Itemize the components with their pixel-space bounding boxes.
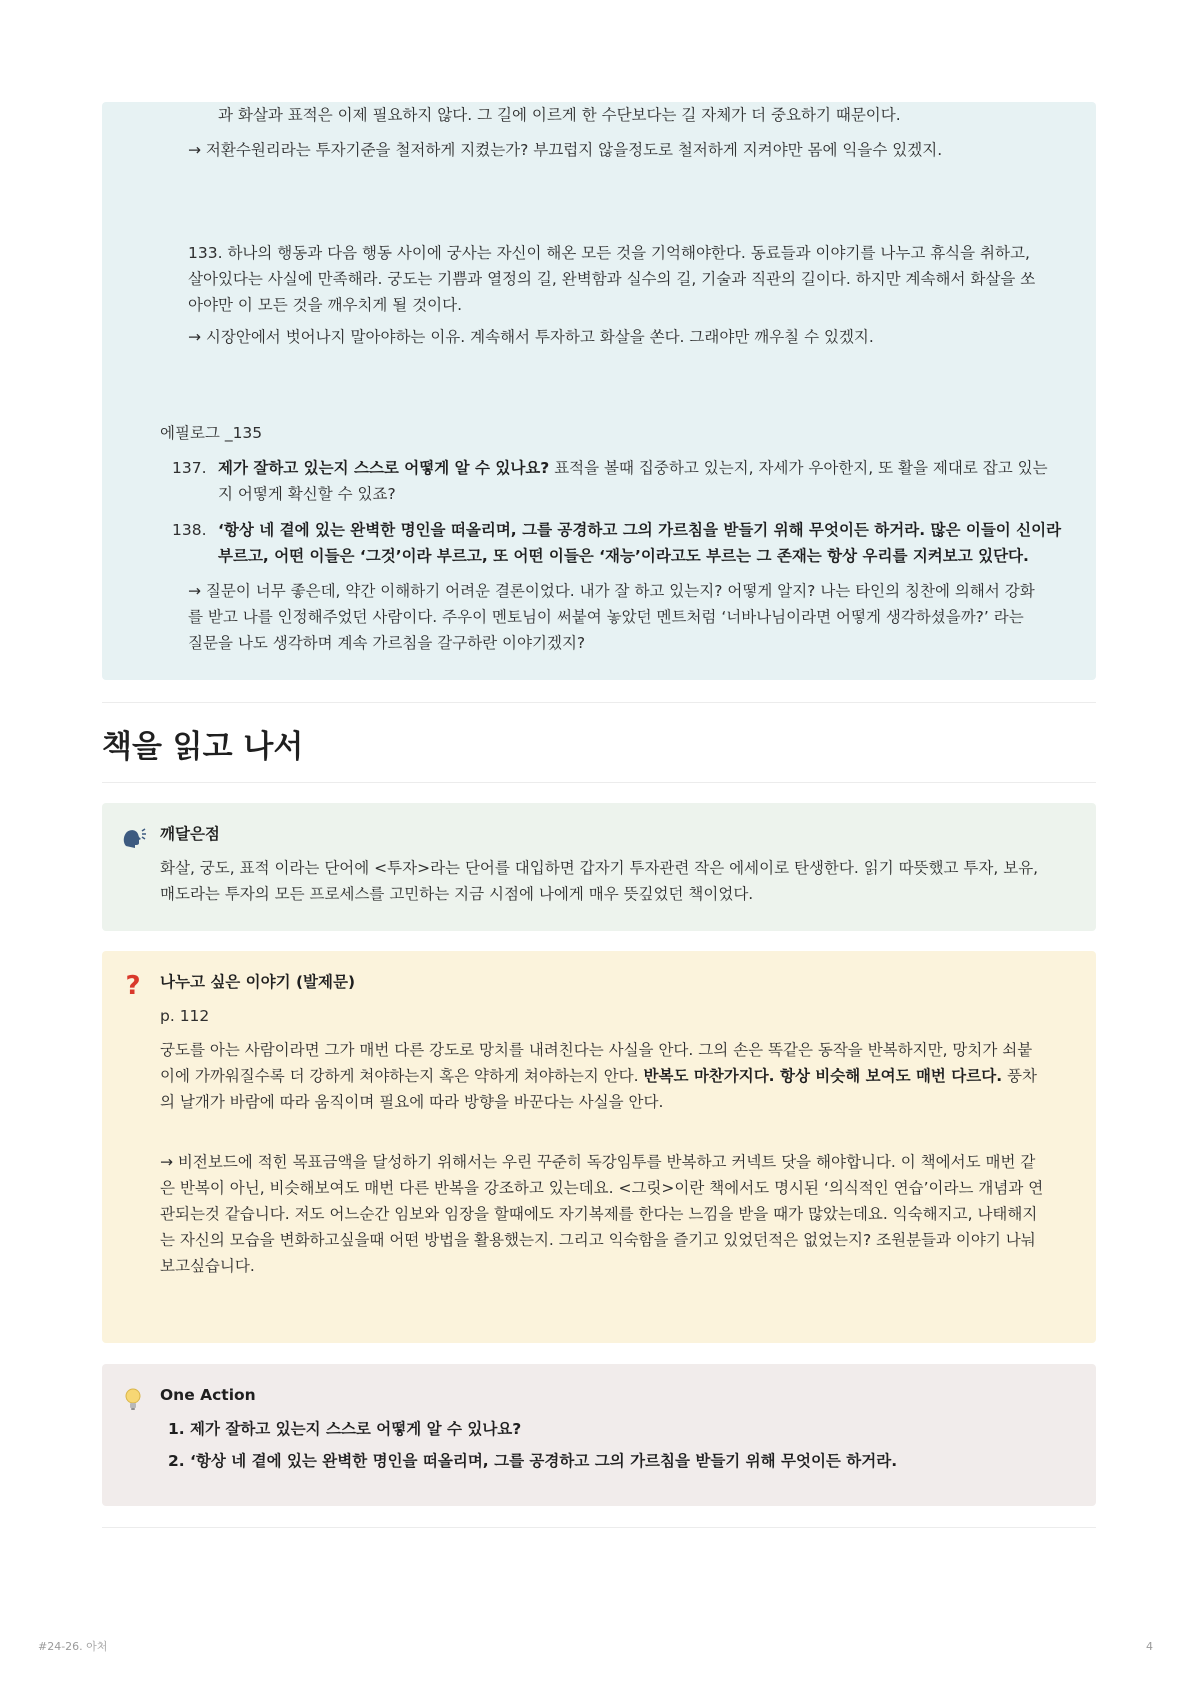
- quote-block: [102, 102, 1096, 680]
- note-3-line: → 질문이 너무 좋은데, 약간 이해하기 어려운 결론이었다. 내가 잘 하고 있는지? 어떻게 알지? 나는 타인의 칭찬에 의해서 강화: [188, 582, 1035, 600]
- insight-callout: [102, 803, 1096, 931]
- action-item: [160, 1448, 1078, 1474]
- note-2: → 시장안에서 벗어나지 말아야하는 이유. 계속해서 투자하고 화살을 쏜다. 그래야만 깨우칠 수 있겠지.: [188, 328, 874, 346]
- section-heading: 책을 읽고 나서: [102, 729, 304, 765]
- footer-title: #24-26. 아처: [38, 1640, 108, 1653]
- note-3-line: 를 받고 나를 인정해주었던 사람이다. 주우이 멘토님이 써붙여 놓았던 멘트처럼 ‘너바나님이라면 어떻게 생각하셨을까?’ 라는: [188, 608, 1024, 626]
- question-comment: [160, 1149, 1078, 1279]
- comment-line: → 비전보드에 적힌 목표금액을 달성하기 위해서는 우린 꾸준히 독강임투를 반복하고 커넥트 닷을 해야합니다. 이 책에서도 매번 같: [160, 1153, 1036, 1171]
- insight-line: 화살, 궁도, 표적 이라는 단어에 <투자>라는 단어를 대입하면 갑자기 투자관련 작은 에세이로 탄생한다. 읽기 따뜻했고 투자, 보유,: [160, 859, 1039, 877]
- speaking-head-icon: [120, 825, 146, 851]
- item-133-line: 133. 하나의 행동과 다음 행동 사이에 궁사는 자신이 해온 모든 것을 기억해야한다. 동료들과 이야기를 나누고 휴식을 취하고,: [188, 244, 1030, 262]
- insight-title: 깨달은점: [160, 825, 220, 843]
- item-137-text: 표적을 볼때 집중하고 있는지, 자세가 우아한지, 또 활을 제대로 잡고 있는: [549, 459, 1048, 477]
- divider: [102, 782, 1096, 783]
- quote-line: 의 날개가 바람에 따라 움직이며 필요에 따라 방향을 바꾼다는 사실을 안다.: [160, 1093, 664, 1111]
- item-138-line2: 부르고, 어떤 이들은 ‘그것’이라 부르고, 또 어떤 이들은 ‘재능’이라고도 부르는 그 존재는 항상 우리를 지켜보고 있단다.: [218, 547, 1029, 565]
- item-138: [172, 517, 1082, 565]
- action-title: One Action: [160, 1386, 256, 1404]
- action-item-number: 2.: [168, 1452, 185, 1470]
- note-3: [188, 578, 1088, 656]
- note-1: → 저환수원리라는 투자기준을 철저하게 지켰는가? 부끄럽지 않을정도로 철저하게 지켜야만 몸에 익을수 있겠지.: [188, 141, 943, 159]
- comment-line: 보고싶습니다.: [160, 1257, 255, 1275]
- page-number: 4: [1146, 1640, 1153, 1653]
- action-item-number: 1.: [168, 1420, 185, 1438]
- item-137-text-line2: 지 어떻게 확신할 수 있죠?: [218, 485, 396, 503]
- epilogue-label: 에필로그 _135: [160, 424, 263, 442]
- item-137: [172, 455, 1082, 503]
- divider: [102, 1527, 1096, 1528]
- quote-emphasis: 반복도 마찬가지다. 항상 비슷해 보여도 매번 다르다.: [643, 1067, 1003, 1085]
- comment-line: 은 반복이 아닌, 비슷해보여도 매번 다른 반복을 강조하고 있는데요. <그릿>이란 책에서도 명시된 ‘의식적인 연습’이라느 개념과 연: [160, 1179, 1044, 1197]
- item-133-line: 살아있다는 사실에 만족해라. 궁도는 기쁨과 열정의 길, 완벽함과 실수의 길, 기술과 직관의 길이다. 하지만 계속해서 화살을 쏘: [188, 270, 1036, 288]
- action-item-text: 제가 잘하고 있는지 스스로 어떻게 알 수 있나요?: [190, 1420, 522, 1438]
- action-item-text: ‘항상 네 곁에 있는 완벽한 명인을 떠올리며, 그를 공경하고 그의 가르침을 받들기 위해 무엇이든 하거라.: [190, 1452, 898, 1470]
- item-138-line1: ‘항상 네 곁에 있는 완벽한 명인을 떠올리며, 그를 공경하고 그의 가르침을 받들기 위해 무엇이든 하거라. 많은 이들이 신이라: [218, 521, 1062, 539]
- item-137-number: 137.: [172, 459, 207, 477]
- item-137-question: 제가 잘하고 있는지 스스로 어떻게 알 수 있나요?: [218, 459, 550, 477]
- note-3-line: 질문을 나도 생각하며 계속 가르침을 갈구하란 이야기겠지?: [188, 634, 586, 652]
- continued-line: 과 화살과 표적은 이제 필요하지 않다. 그 길에 이르게 한 수단보다는 길 자체가 더 중요하기 때문이다.: [218, 106, 901, 124]
- item-138-number: 138.: [172, 521, 207, 539]
- question-mark-icon: ?: [125, 971, 141, 1001]
- quote-line-tail: 풍차: [1002, 1067, 1037, 1085]
- page-reference: p. 112: [160, 1007, 210, 1025]
- insight-line: 매도라는 투자의 모든 프로세스를 고민하는 지금 시점에 나에게 매우 뜻깊었던 책이었다.: [160, 885, 754, 903]
- item-133-line: 아야만 이 모든 것을 깨우치게 될 것이다.: [188, 296, 463, 314]
- action-item: [160, 1416, 1078, 1442]
- quote-line: 궁도를 아는 사람이라면 그가 매번 다른 강도로 망치를 내려친다는 사실을 안다. 그의 손은 똑같은 동작을 반복하지만, 망치가 쇠붙: [160, 1041, 1033, 1059]
- divider: [102, 702, 1096, 703]
- action-callout: [102, 1364, 1096, 1506]
- quote-line: 이에 가까워질수록 더 강하게 쳐야하는지 혹은 약하게 쳐야하는지 안다.: [160, 1067, 644, 1085]
- comment-line: 관되는것 같습니다. 저도 어느순간 임보와 임장을 할때에도 자기복제를 한다는 느낌을 받을 때가 많았는데요. 익숙해지고, 나태해지: [160, 1205, 1038, 1223]
- lightbulb-icon: [120, 1386, 146, 1412]
- question-callout: [102, 951, 1096, 1343]
- item-133: [188, 240, 1088, 318]
- question-title: 나누고 싶은 이야기 (발제문): [160, 973, 356, 991]
- comment-line: 는 자신의 모습을 변화하고싶을때 어떤 방법을 활용했는지. 그리고 익숙함을 즐기고 있었던적은 없었는지? 조원분들과 이야기 나눠: [160, 1231, 1036, 1249]
- question-quote: [160, 1037, 1078, 1115]
